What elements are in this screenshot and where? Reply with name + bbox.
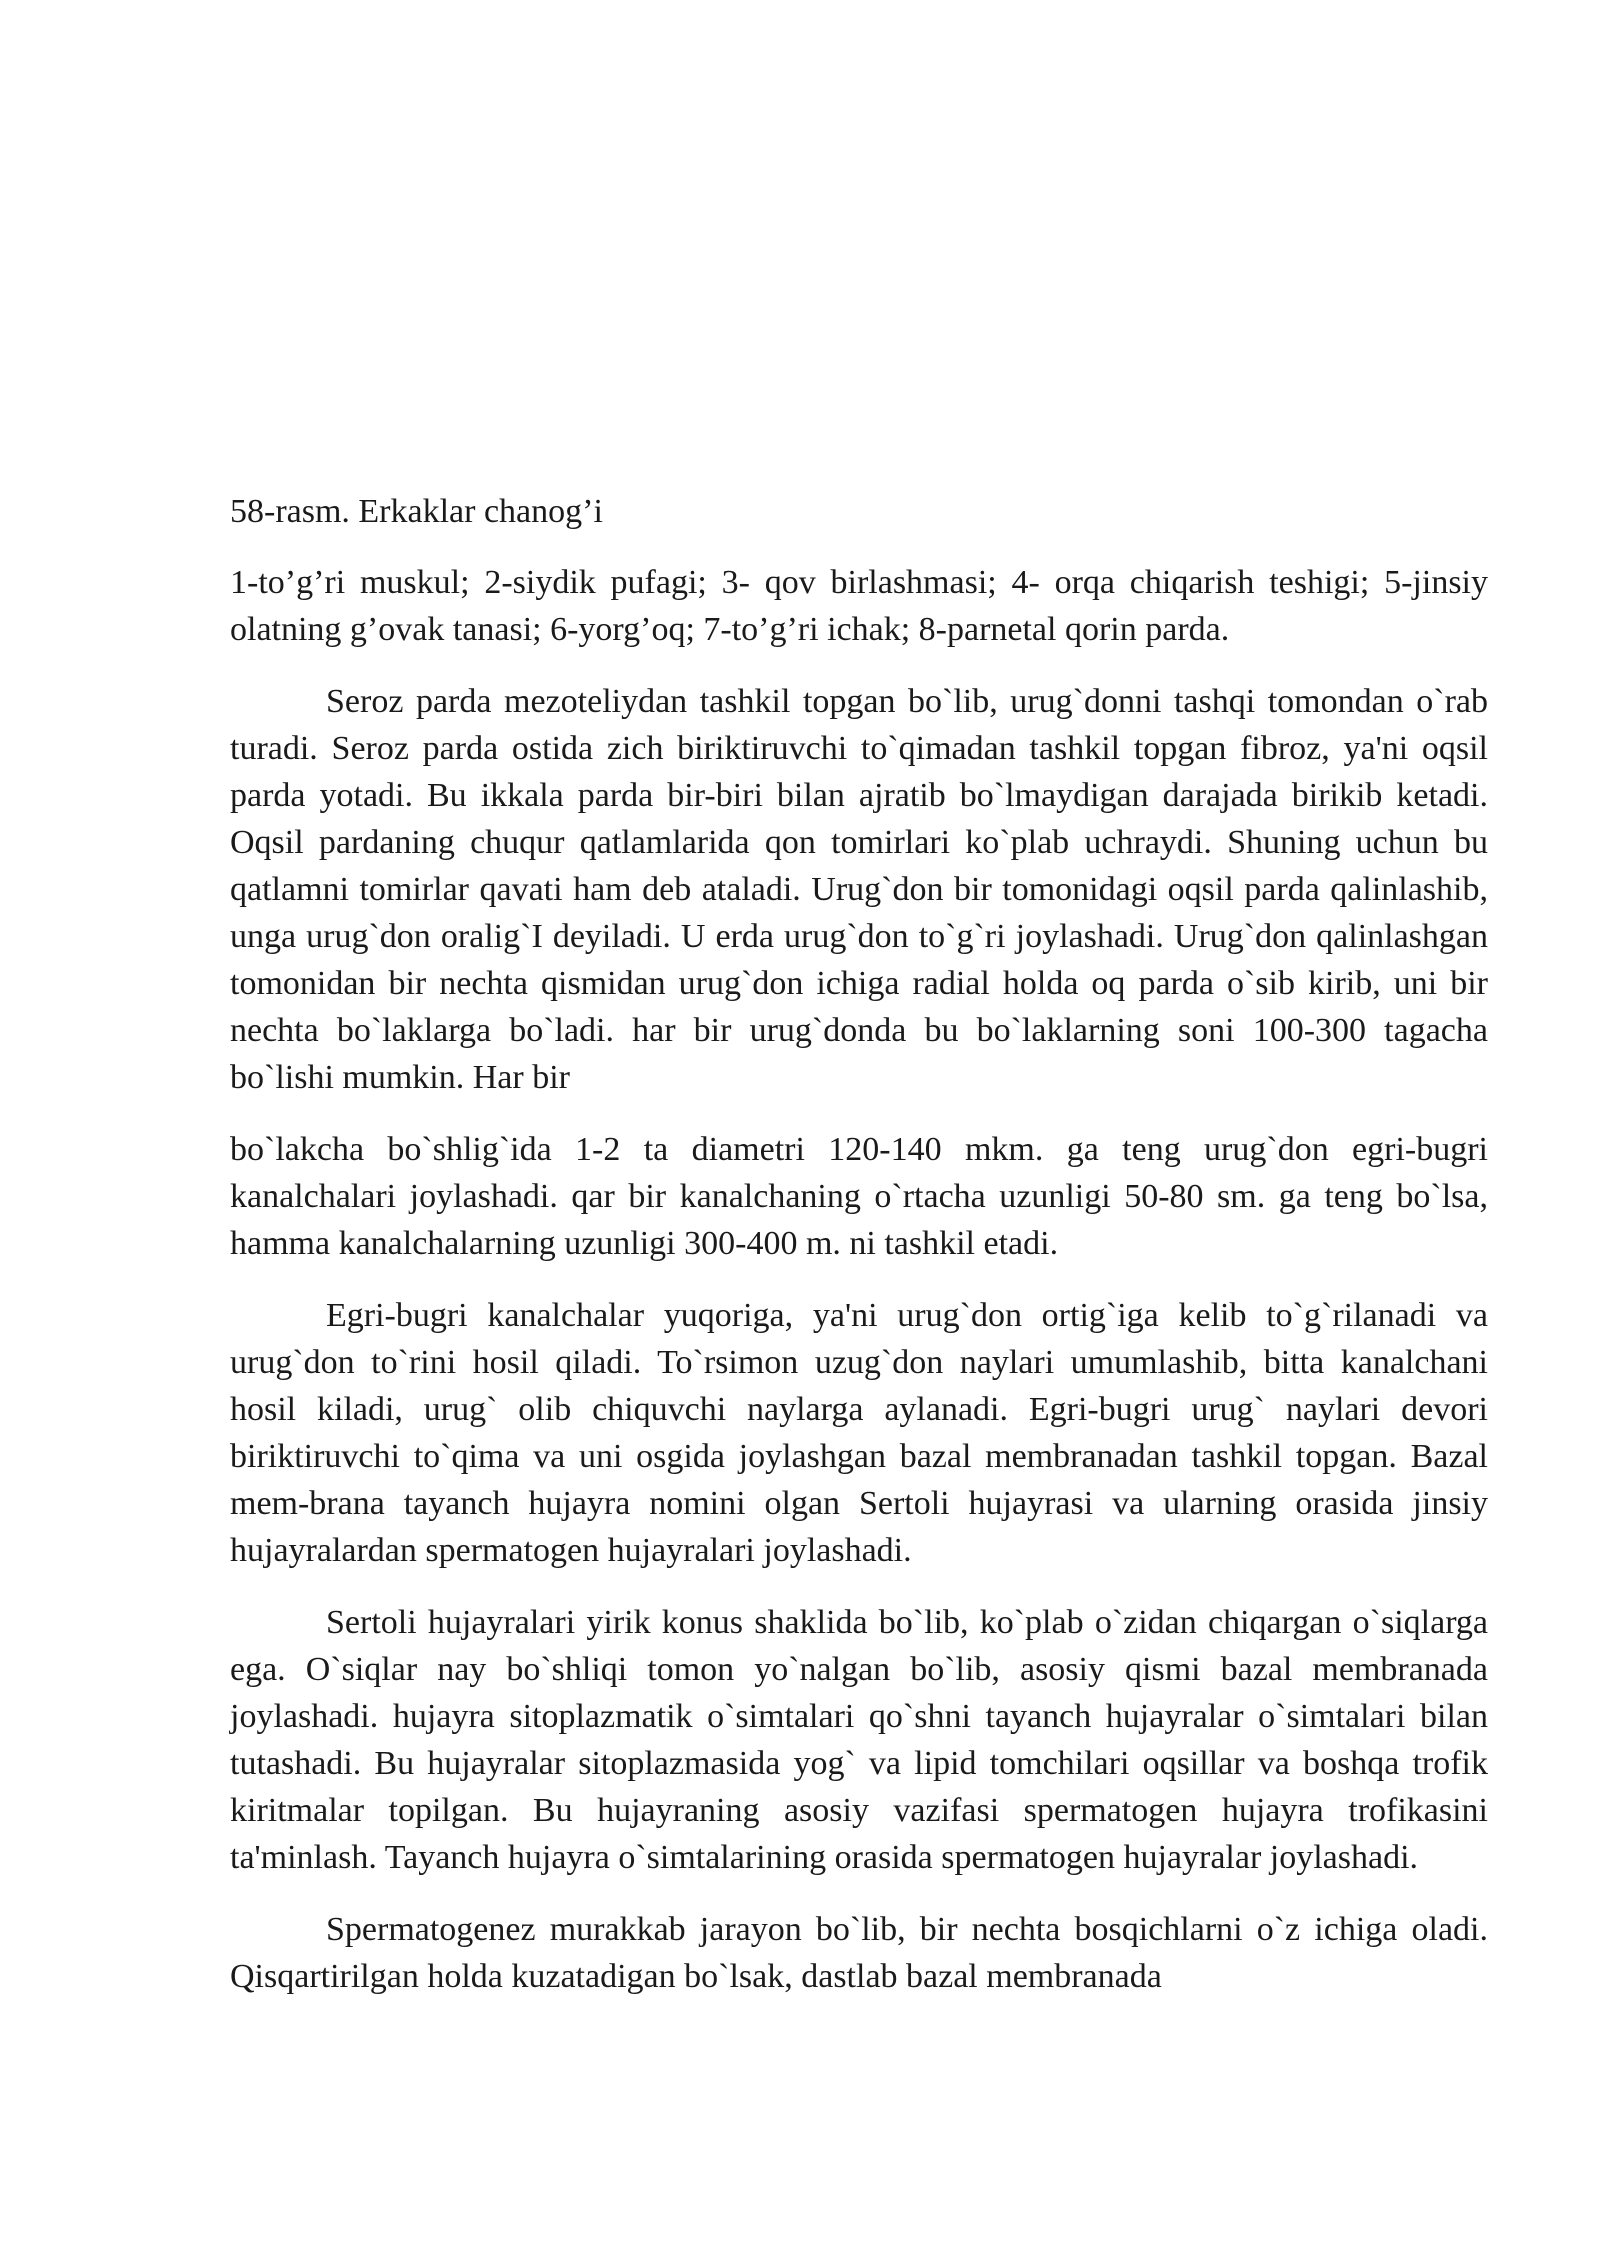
paragraph-seroz-parda: Seroz parda mezoteliydan tashkil topgan bo`lib, urug`donni tashqi tomondan o`rab turadi. Seroz parda ostida zich biriktiruvchi to`qimadan tashkil topgan fibroz, ya'ni oqsil parda yotadi. Bu ikkala parda bir-biri bilan ajratib bo`lmaydigan darajada birikib ketadi. Oqsil pardaning chuqur qatlamlarida qon tomirlari ko`plab uchraydi. Shuning uchun bu qatlamni tomirlar qavati ham deb ataladi. Urug`don bir tomonidagi oqsil parda qalinlashib, unga urug`don oralig`I deyiladi. U erda urug`don to`g`ri joylashadi. Urug`don qalinlashgan tomonidan bir nechta qismidan urug`don ichiga radial holda oq parda o`sib kirib, uni bir nechta bo`laklarga bo`ladi. har bir urug`donda bu bo`laklarning soni 100-300 tagacha bo`lishi mumkin. Har bir [230,683,1488,1096]
paragraph-spermatogenez: Spermatogenez murakkab jarayon bo`lib, bir nechta bosqichlarni o`z ichiga oladi. Qisqartirilgan holda kuzatadigan bo`lsak, dastlab bazal membranada [230,1911,1488,1995]
document-page [230,488,1488,2025]
paragraph-egri-bugri: Egri-bugri kanalchalar yuqoriga, ya'ni urug`don ortig`iga kelib to`g`rilanadi va urug`don to`rini hosil qiladi. To`rsimon uzug`don naylari umumlashib, bitta kanalchani hosil kiladi, urug` olib chiquvchi naylarga aylanadi. Egri-bugri urug` naylari devori biriktiruvchi to`qima va uni osgida joylashgan bazal membranadan tashkil topgan. Bazal mem-brana tayanch hujayra nomini olgan Sertoli hujayrasi va ularning orasida jinsiy hujayralardan spermatogen hujayralari joylashadi. [230,1297,1488,1569]
paragraph-sertoli: Sertoli hujayralari yirik konus shaklida bo`lib, ko`plab o`zidan chiqargan o`siqlarga ega. O`siqlar nay bo`shliqi tomon yo`nalgan bo`lib, asosiy qismi bazal membranada joylashadi. hujayra sitoplazmatik o`simtalari qo`shni tayanch hujayralar o`simtalari bilan tutashadi. Bu hujayralar sitoplazmasida yog` va lipid tomchilari oqsillar va boshqa trofik kiritmalar topilgan. Bu hujayraning asosiy vazifasi spermatogen hujayra trofikasini ta'minlash. Tayanch hujayra o`simtalarining orasida spermatogen hujayralar joylashadi. [230,1604,1488,1876]
figure-caption-legend: 1-to’g’ri muskul; 2-siydik pufagi; 3- qov birlashmasi; 4- orqa chiqarish teshigi; 5-jinsiy olatning g’ovak tanasi; 6-yorg’oq; 7-to’g’ri ichak; 8-parnetal qorin parda. [230,564,1488,648]
figure-caption-title: 58-rasm. Erkaklar chanog’i [230,493,603,530]
paragraph-kanalchalar: bo`lakcha bo`shlig`ida 1-2 ta diametri 120-140 mkm. ga teng urug`don egri-bugri kanalchalari joylashadi. qar bir kanalchaning o`rtacha uzunligi 50-80 sm. ga teng bo`lsa, hamma kanalchalarning uzunligi 300-400 m. ni tashkil etadi. [230,1131,1488,1262]
